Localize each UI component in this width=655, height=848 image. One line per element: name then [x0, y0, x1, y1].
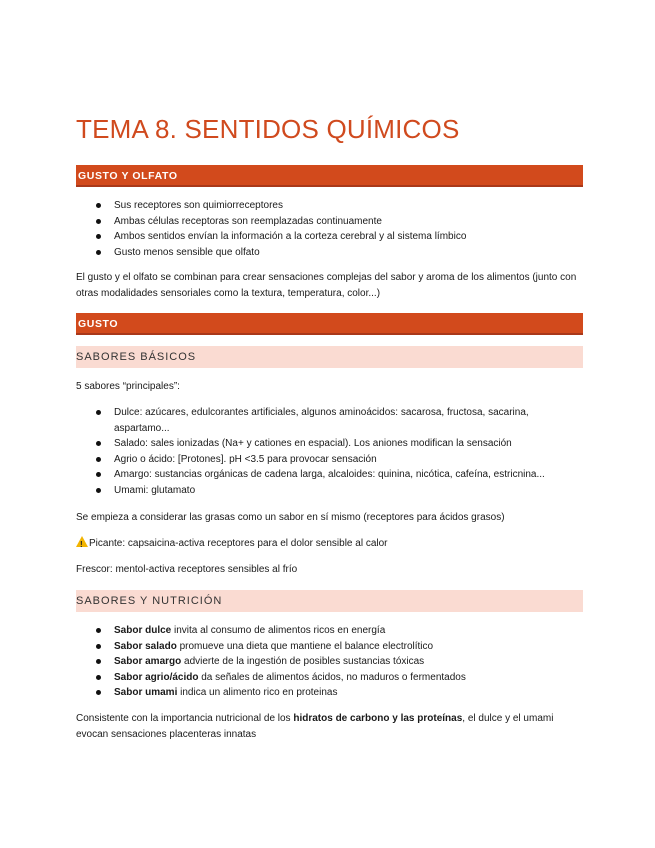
closing-text-post: , el dulce y el umami evocan sensaciones placenteras innatas — [76, 713, 554, 740]
list-item-bold: Sabor amargo — [114, 656, 182, 667]
paragraph-closing — [76, 711, 583, 743]
list-item: Umami: glutamato — [76, 483, 583, 499]
subsection-heading-sabores-nutricion: SABORES Y NUTRICIÓN — [76, 590, 583, 612]
sabores-nutricion-list — [76, 623, 583, 701]
list-item: Ambos sentidos envían la información a la corteza cerebral y al sistema límbico — [76, 229, 583, 245]
list-item: Amargo: sustancias orgánicas de cadena larga, alcaloides: quinina, nicótica, cafeína, estricnina... — [76, 467, 583, 483]
sabores-basicos-list — [76, 405, 583, 498]
list-item-bold: Sabor umami — [114, 687, 178, 698]
list-item — [76, 685, 583, 701]
list-item: Salado: sales ionizadas (Na+ y cationes en espacial). Los aniones modifican la sensación — [76, 436, 583, 452]
list-item-text: invita al consumo de alimentos ricos en energía — [171, 625, 386, 636]
gusto-olfato-list — [76, 198, 583, 260]
list-item: Sus receptores son quimiorreceptores — [76, 198, 583, 214]
list-item: Gusto menos sensible que olfato — [76, 245, 583, 261]
list-item — [76, 654, 583, 670]
list-item — [76, 623, 583, 639]
list-item-text: promueve una dieta que mantiene el balance electrolítico — [176, 640, 434, 652]
paragraph-intro: 5 sabores “principales”: — [76, 381, 180, 392]
page-title: TEMA 8. SENTIDOS QUÍMICOS — [76, 114, 460, 144]
section-heading-gusto-olfato: GUSTO Y OLFATO — [76, 165, 583, 187]
list-item-text: advierte de la ingestión de posibles sustancias tóxicas — [181, 656, 425, 667]
paragraph-grasas: Se empieza a considerar las grasas como un sabor en sí mismo (receptores para ácidos grasos) — [76, 512, 505, 523]
list-item: Ambas células receptoras son reemplazadas continuamente — [76, 214, 583, 230]
warning-icon — [76, 536, 88, 547]
list-item-bold: Sabor agrio/ácido — [114, 671, 199, 683]
list-item: Dulce: azúcares, edulcorantes artificiales, algunos aminoácidos: sacarosa, fructosa, sacarina, aspartamo... — [76, 405, 583, 436]
list-item-bold: Sabor salado — [114, 640, 177, 652]
list-item-bold: Sabor dulce — [114, 625, 172, 636]
list-item — [76, 670, 583, 686]
list-item-text: indica un alimento rico en proteinas — [177, 687, 338, 698]
list-item — [76, 639, 583, 655]
picante-text: Picante: capsaicina-activa receptores para el dolor sensible al calor — [89, 538, 388, 549]
closing-text-bold: hidratos de carbono y las proteínas — [293, 713, 463, 724]
list-item-text: da señales de alimentos ácidos, no maduros o fermentados — [198, 671, 466, 683]
paragraph-frescor: Frescor: mentol-activa receptores sensibles al frío — [76, 564, 298, 575]
section-heading-gusto: GUSTO — [76, 313, 583, 335]
paragraph-combination: El gusto y el olfato se combinan para crear sensaciones complejas del sabor y aroma de los alimentos (junto con otras modalidades sensoriales como la textura, temperatura, color...) — [76, 272, 577, 299]
closing-text-pre: Consistente con la importancia nutricional de los — [76, 713, 294, 724]
list-item: Agrio o ácido: [Protones]. pH <3.5 para provocar sensación — [76, 452, 583, 468]
paragraph-picante — [76, 536, 583, 552]
subsection-heading-sabores-basicos: SABORES BÁSICOS — [76, 346, 583, 368]
